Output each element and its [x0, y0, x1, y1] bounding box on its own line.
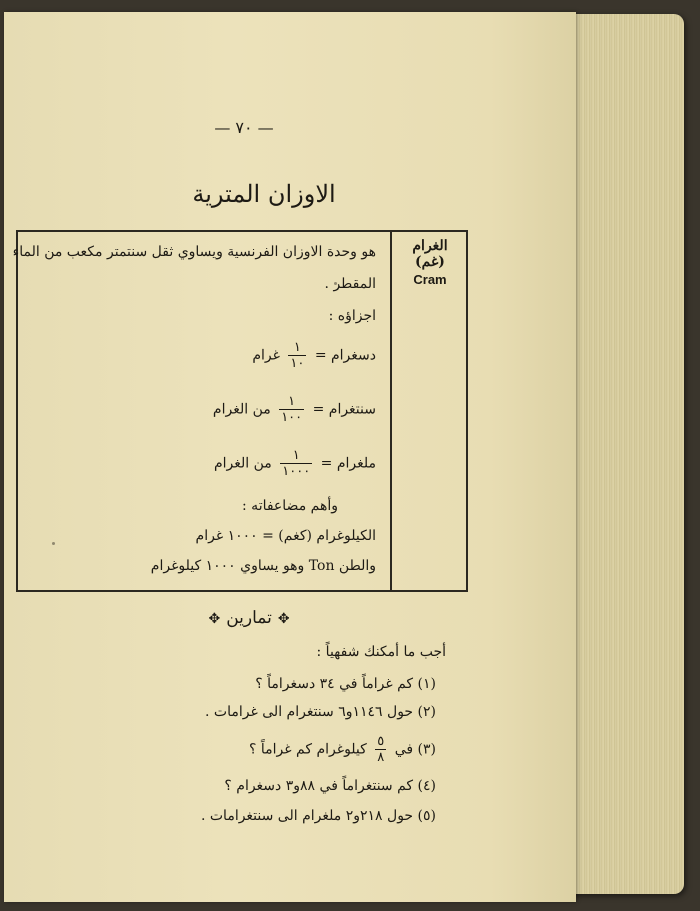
definition-line-1: هو وحدة الاوزان الفرنسية ويساوي ثقل سنتمتر مكعب من الماء: [12, 244, 376, 260]
book-page: [4, 12, 576, 902]
centigram-fraction: [279, 394, 304, 425]
ornament-icon: ✥: [208, 611, 221, 627]
exercise-3-fraction: [375, 734, 386, 765]
page-title: الاوزان المترية: [192, 180, 336, 208]
milligram-row: [214, 448, 376, 479]
fraction-denominator: ٨: [377, 750, 385, 765]
fraction-denominator: ١٠٠: [281, 410, 303, 425]
exercises-heading-text: تمارين: [226, 608, 272, 628]
definition-box: [12, 230, 468, 592]
milligram-name: ملغرام =: [320, 455, 376, 472]
decigram-row: [252, 340, 376, 371]
term-cell: [396, 238, 464, 287]
fraction-numerator: ١: [293, 340, 301, 355]
fraction-numerator: ٥: [377, 734, 385, 749]
fraction-numerator: ١: [292, 448, 300, 463]
exercise-5: (٥) حول ٢١٨و٢ ملغرام الى سنتغرامات .: [200, 808, 436, 824]
exercises-intro: أجب ما أمكنك شفهياً :: [316, 644, 446, 660]
exercise-4: (٤) كم سنتغراماً في ٨٨و٣ دسغرام ؟: [224, 778, 436, 794]
exercise-3-post: كيلوغرام كم غراماً ؟: [249, 741, 367, 758]
kilogram-line: الكيلوغرام (كغم) = ١٠٠٠ غرام: [195, 528, 376, 544]
multiples-label: وأهم مضاعفاته :: [242, 498, 338, 514]
parts-label: اجزاؤه :: [328, 308, 376, 324]
centigram-row: [213, 394, 376, 425]
milligram-unit: من الغرام: [213, 455, 272, 472]
fraction-numerator: ١: [288, 394, 296, 409]
exercises-heading: [174, 608, 324, 628]
decigram-fraction: [288, 340, 306, 371]
term-latin: Cram: [413, 272, 447, 287]
decigram-unit: غرام: [252, 347, 280, 364]
ornament-icon: ✥: [277, 611, 290, 627]
milligram-fraction: [280, 448, 312, 479]
exercise-1: (١) كم غراماً في ٣٤ دسغراماً ؟: [255, 676, 436, 692]
exercise-3-pre: (٣) في: [394, 741, 436, 758]
fraction-denominator: ١٠٠٠: [282, 464, 311, 479]
exercise-2: (٢) حول ١١٤٦و٦ سنتغرام الى غرامات .: [205, 704, 436, 720]
term-arabic: الغرام (غم): [412, 238, 448, 270]
ton-line: والطن Ton وهو يساوي ١٠٠٠ كيلوغرام: [150, 558, 376, 574]
exercise-3: [249, 734, 436, 765]
centigram-unit: من الغرام: [212, 401, 271, 418]
decigram-name: دسغرام =: [314, 347, 376, 364]
page-edges: [560, 14, 684, 894]
column-divider: [390, 232, 392, 590]
definition-line-2: المقطر .: [324, 276, 376, 292]
fraction-denominator: ١٠: [290, 356, 305, 371]
page-number: — ٧٠ —: [214, 118, 274, 137]
centigram-name: سنتغرام =: [312, 401, 376, 418]
